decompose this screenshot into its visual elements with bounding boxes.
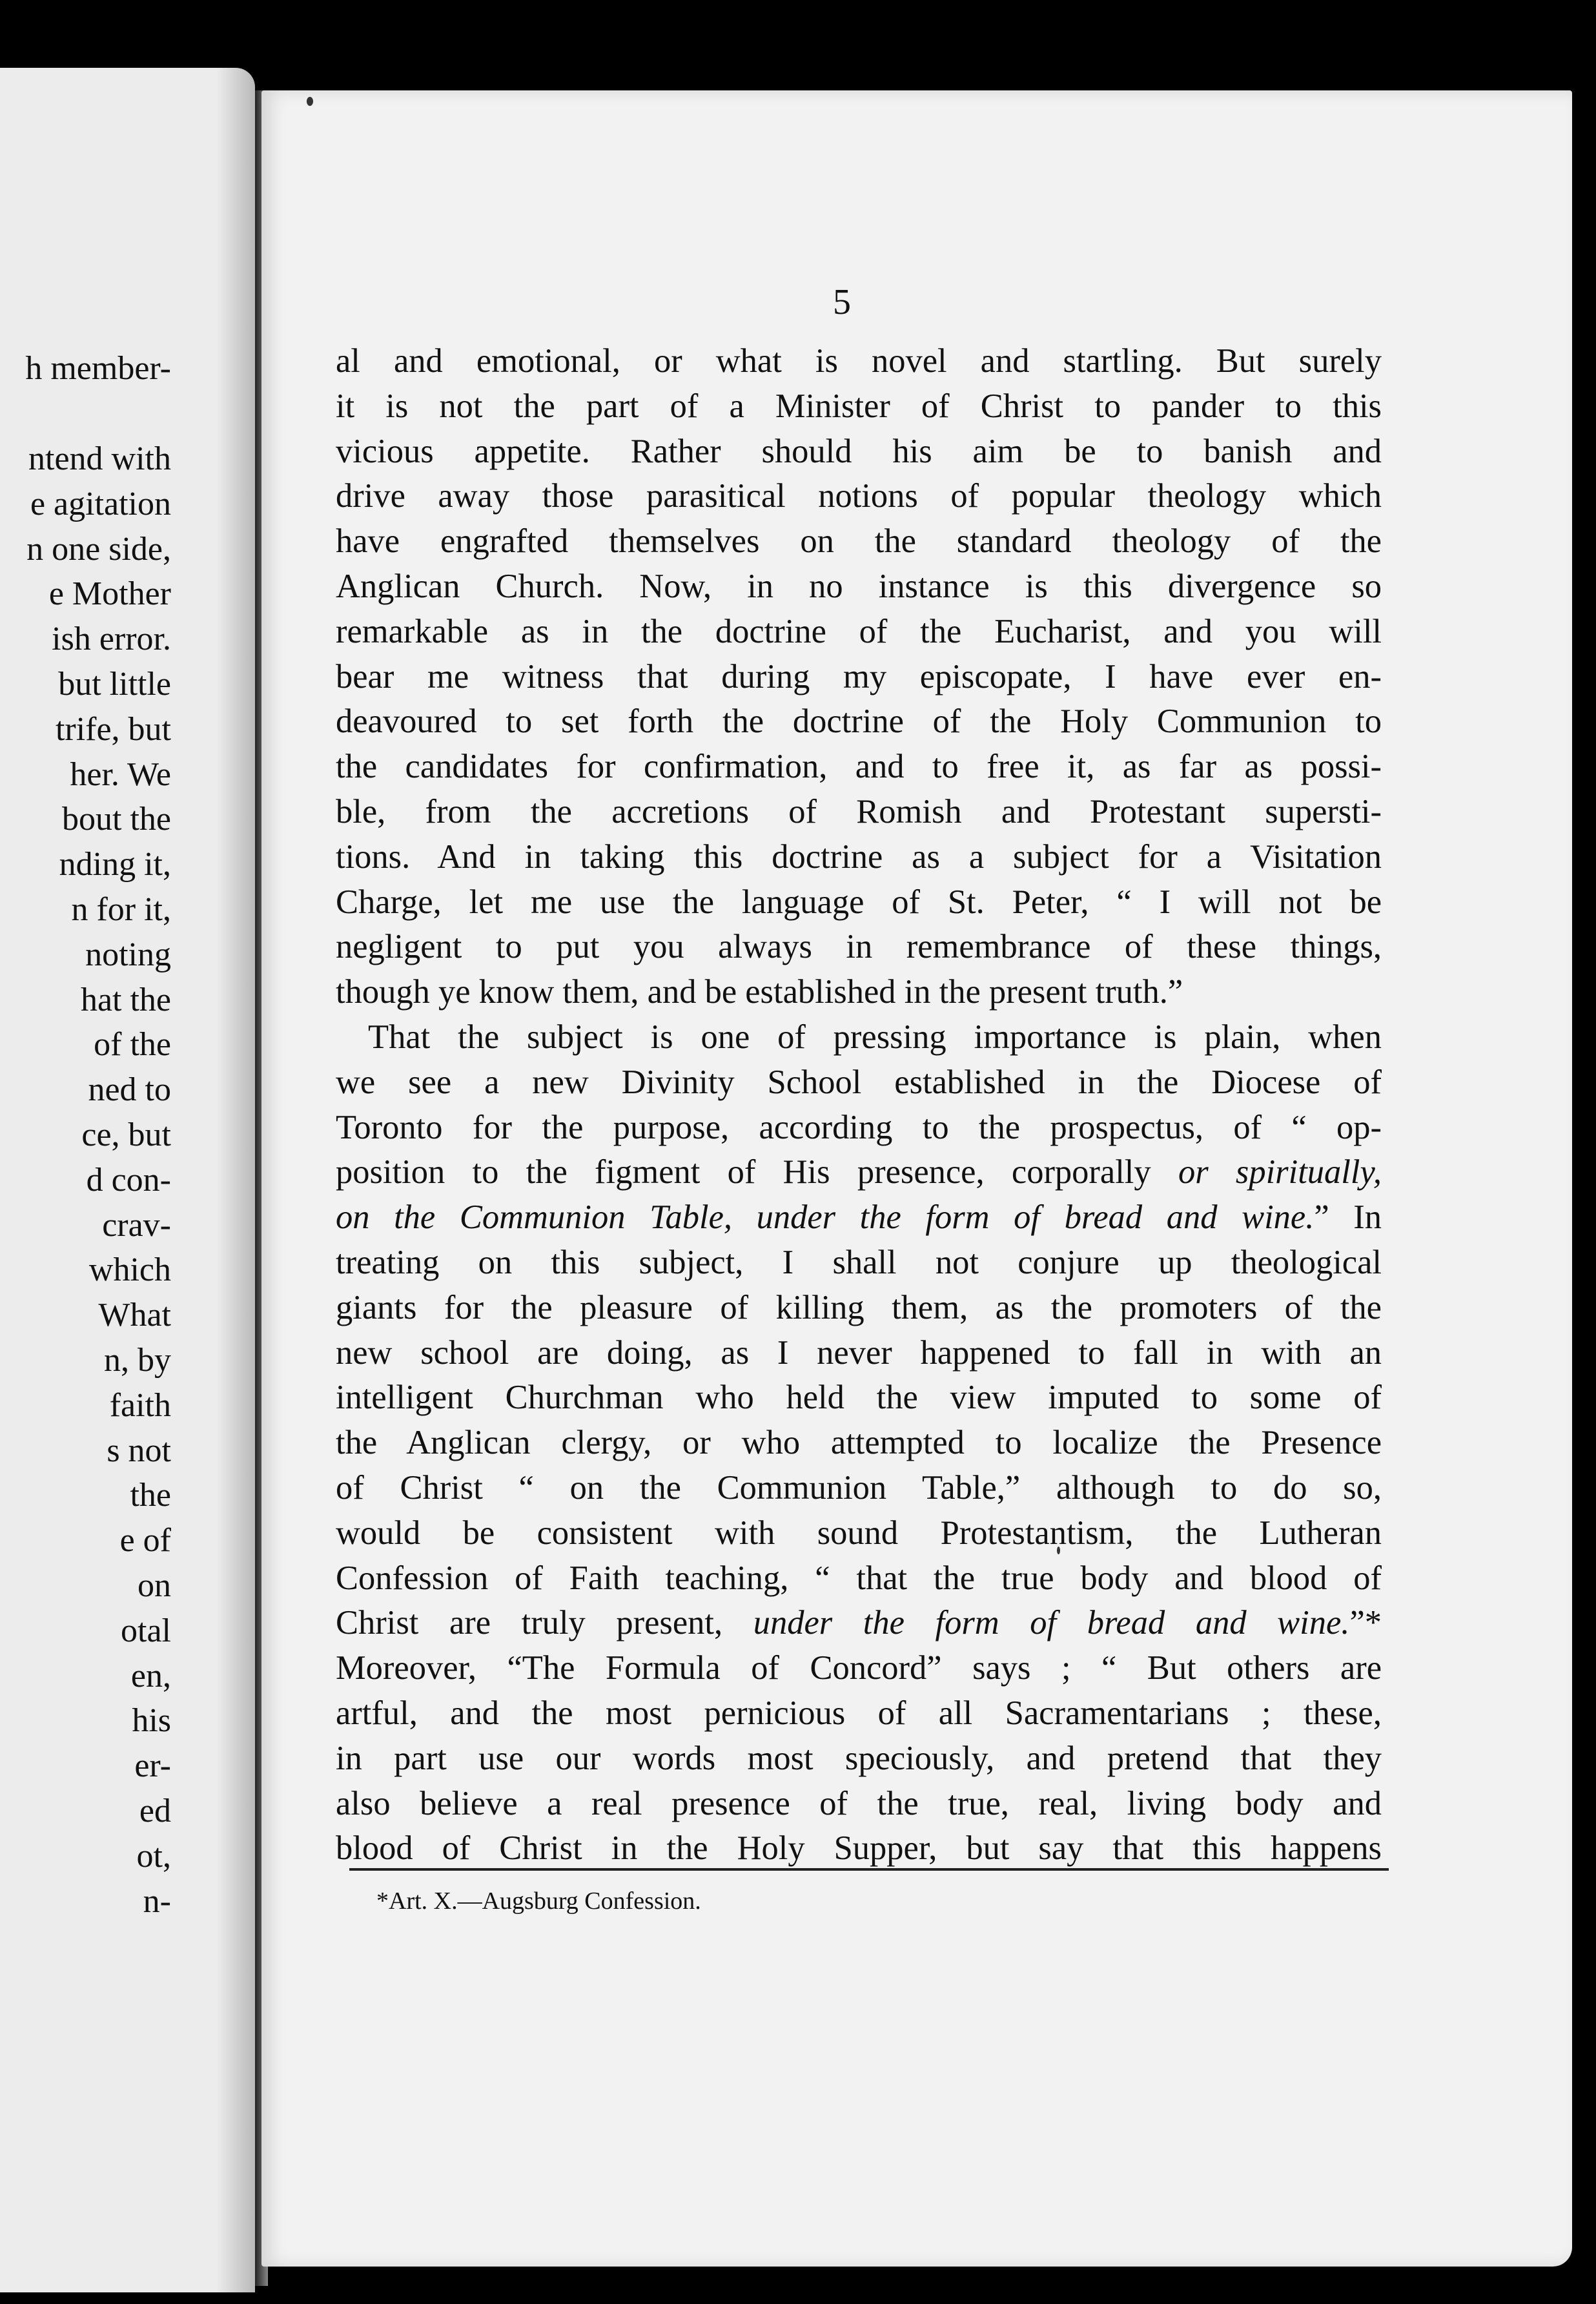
left-page-line: en, bbox=[130, 1657, 171, 1694]
text-run: ”* bbox=[1349, 1604, 1382, 1642]
footnote-rule bbox=[349, 1868, 1389, 1871]
paragraph-1 bbox=[336, 339, 1382, 1015]
left-page-line: but little bbox=[58, 666, 171, 703]
left-page-line: otal bbox=[121, 1612, 171, 1649]
left-page-line: er- bbox=[134, 1747, 171, 1785]
left-page-line: e agitation bbox=[30, 485, 171, 522]
paragraph-2 bbox=[336, 1015, 1382, 1871]
text-run: Christ are truly present, bbox=[336, 1604, 753, 1642]
text-line: bear me witness that during my episcopate, I have ever en- bbox=[336, 657, 1382, 695]
left-page-line: ot, bbox=[136, 1837, 171, 1875]
text-line: new school are doing, as I never happened to fall in with an bbox=[336, 1333, 1382, 1372]
text-line: it is not the part of a Minister of Christ to pander to this bbox=[336, 387, 1382, 425]
left-page-line: faith bbox=[109, 1386, 171, 1424]
text-line: giants for the pleasure of killing them, as the promoters of the bbox=[336, 1288, 1382, 1326]
text-line: also believe a real presence of the true, real, living body and bbox=[336, 1784, 1382, 1822]
text-line: remarkable as in the doctrine of the Eucharist, and you will bbox=[336, 612, 1382, 650]
left-page-line: bout the bbox=[62, 801, 171, 838]
left-page-line: nding it, bbox=[59, 846, 171, 883]
left-page-line: n for it, bbox=[71, 891, 171, 928]
text-line: Moreover, “The Formula of Concord” says ; “ But others are bbox=[336, 1649, 1382, 1687]
text-line: deavoured to set forth the doctrine of the Holy Communion to bbox=[336, 703, 1382, 741]
text-line: though ye know them, and be established in the present truth.” bbox=[336, 973, 1183, 1011]
footnote: *Art. X.—Augsburg Confession. bbox=[376, 1887, 701, 1915]
text-line: That the subject is one of pressing importance is plain, when bbox=[368, 1018, 1382, 1056]
text-line: intelligent Churchman who held the view imputed to some of bbox=[336, 1379, 1382, 1417]
body-text bbox=[336, 339, 1382, 1871]
left-page-line: e Mother bbox=[48, 575, 171, 613]
text-line bbox=[336, 1195, 1382, 1240]
text-line: tions. And in taking this doctrine as a subject for a Visitation bbox=[336, 838, 1382, 876]
text-line bbox=[336, 1150, 1382, 1195]
text-line: ble, from the accretions of Romish and Protestant supersti- bbox=[336, 792, 1382, 830]
left-page-line: which bbox=[88, 1251, 171, 1289]
text-line: drive away those parasitical notions of popular theology which bbox=[336, 477, 1382, 515]
text-line: the candidates for confirmation, and to free it, as far as possi- bbox=[336, 748, 1382, 786]
left-page-line: ned to bbox=[88, 1071, 171, 1109]
text-line: Charge, let me use the language of St. Peter, “ I will not be bbox=[336, 883, 1382, 921]
text-run: position to the figment of His presence, corporally bbox=[336, 1153, 1178, 1191]
left-page-line: crav- bbox=[102, 1206, 171, 1244]
text-line: would be consistent with sound Protestantism, the Lutheran bbox=[336, 1514, 1382, 1552]
italic-run: on the Communion Table, under the form of bread and wine. bbox=[336, 1198, 1315, 1237]
left-page-fragment bbox=[0, 68, 255, 2292]
text-line: have engrafted themselves on the standard theology of the bbox=[336, 522, 1382, 561]
text-line: in part use our words most speciously, and pretend that they bbox=[336, 1739, 1382, 1777]
paper-speck bbox=[307, 97, 313, 106]
left-page-line: What bbox=[98, 1297, 171, 1334]
left-page-text bbox=[0, 68, 171, 2292]
text-line: vicious appetite. Rather should his aim be to banish and bbox=[336, 432, 1382, 470]
left-page-line: the bbox=[130, 1477, 171, 1514]
left-page-line: noting bbox=[85, 936, 171, 973]
text-line: al and emotional, or what is novel and startling. But surely bbox=[336, 342, 1382, 380]
italic-run: or spiritually, bbox=[1178, 1153, 1382, 1191]
text-line: blood of Christ in the Holy Supper, but say that this happens bbox=[336, 1829, 1382, 1867]
left-page-line: hat the bbox=[80, 981, 171, 1018]
left-page-line: s not bbox=[107, 1432, 171, 1469]
text-line: of Christ “ on the Communion Table,” although to do so, bbox=[336, 1468, 1382, 1507]
italic-run: under the form of bread and wine. bbox=[753, 1604, 1350, 1642]
left-page-shadow bbox=[216, 68, 255, 2292]
left-page-line: her. We bbox=[70, 756, 171, 793]
left-page-line: ish error. bbox=[52, 621, 171, 658]
left-page-line: of the bbox=[94, 1026, 171, 1064]
left-page-line: n, by bbox=[104, 1342, 171, 1379]
text-line bbox=[336, 1601, 1382, 1646]
text-line: treating on this subject, I shall not conjure up theological bbox=[336, 1243, 1382, 1281]
text-line: the Anglican clergy, or who attempted to localize the Presence bbox=[336, 1424, 1382, 1462]
left-page-line: ed bbox=[139, 1793, 171, 1829]
left-page-line: ce, but bbox=[81, 1116, 171, 1153]
left-page-line: on bbox=[138, 1567, 171, 1604]
page-number: 5 bbox=[833, 282, 851, 322]
left-page-line: trife, but bbox=[55, 710, 171, 748]
left-page-line: h member- bbox=[25, 350, 171, 387]
left-page-line: n one side, bbox=[26, 530, 171, 568]
text-line: Toronto for the purpose, according to the prospectus, of “ op- bbox=[336, 1108, 1382, 1146]
left-page-line: n- bbox=[143, 1882, 171, 1920]
left-page-line: e of bbox=[119, 1522, 171, 1559]
text-line: negligent to put you always in remembrance of these things, bbox=[336, 928, 1382, 966]
left-page-line: his bbox=[132, 1702, 171, 1740]
text-line: Confession of Faith teaching, “ that the true body and blood of bbox=[336, 1559, 1382, 1597]
text-line: artful, and the most pernicious of all Sacramentarians ; these, bbox=[336, 1694, 1382, 1732]
left-page-line: d con- bbox=[86, 1161, 171, 1198]
text-run: ” In bbox=[1314, 1198, 1382, 1237]
text-line: Anglican Church. Now, in no instance is this divergence so bbox=[336, 567, 1382, 605]
text-line: we see a new Divinity School established in the Diocese of bbox=[336, 1063, 1382, 1101]
left-page-line: ntend with bbox=[28, 440, 171, 477]
